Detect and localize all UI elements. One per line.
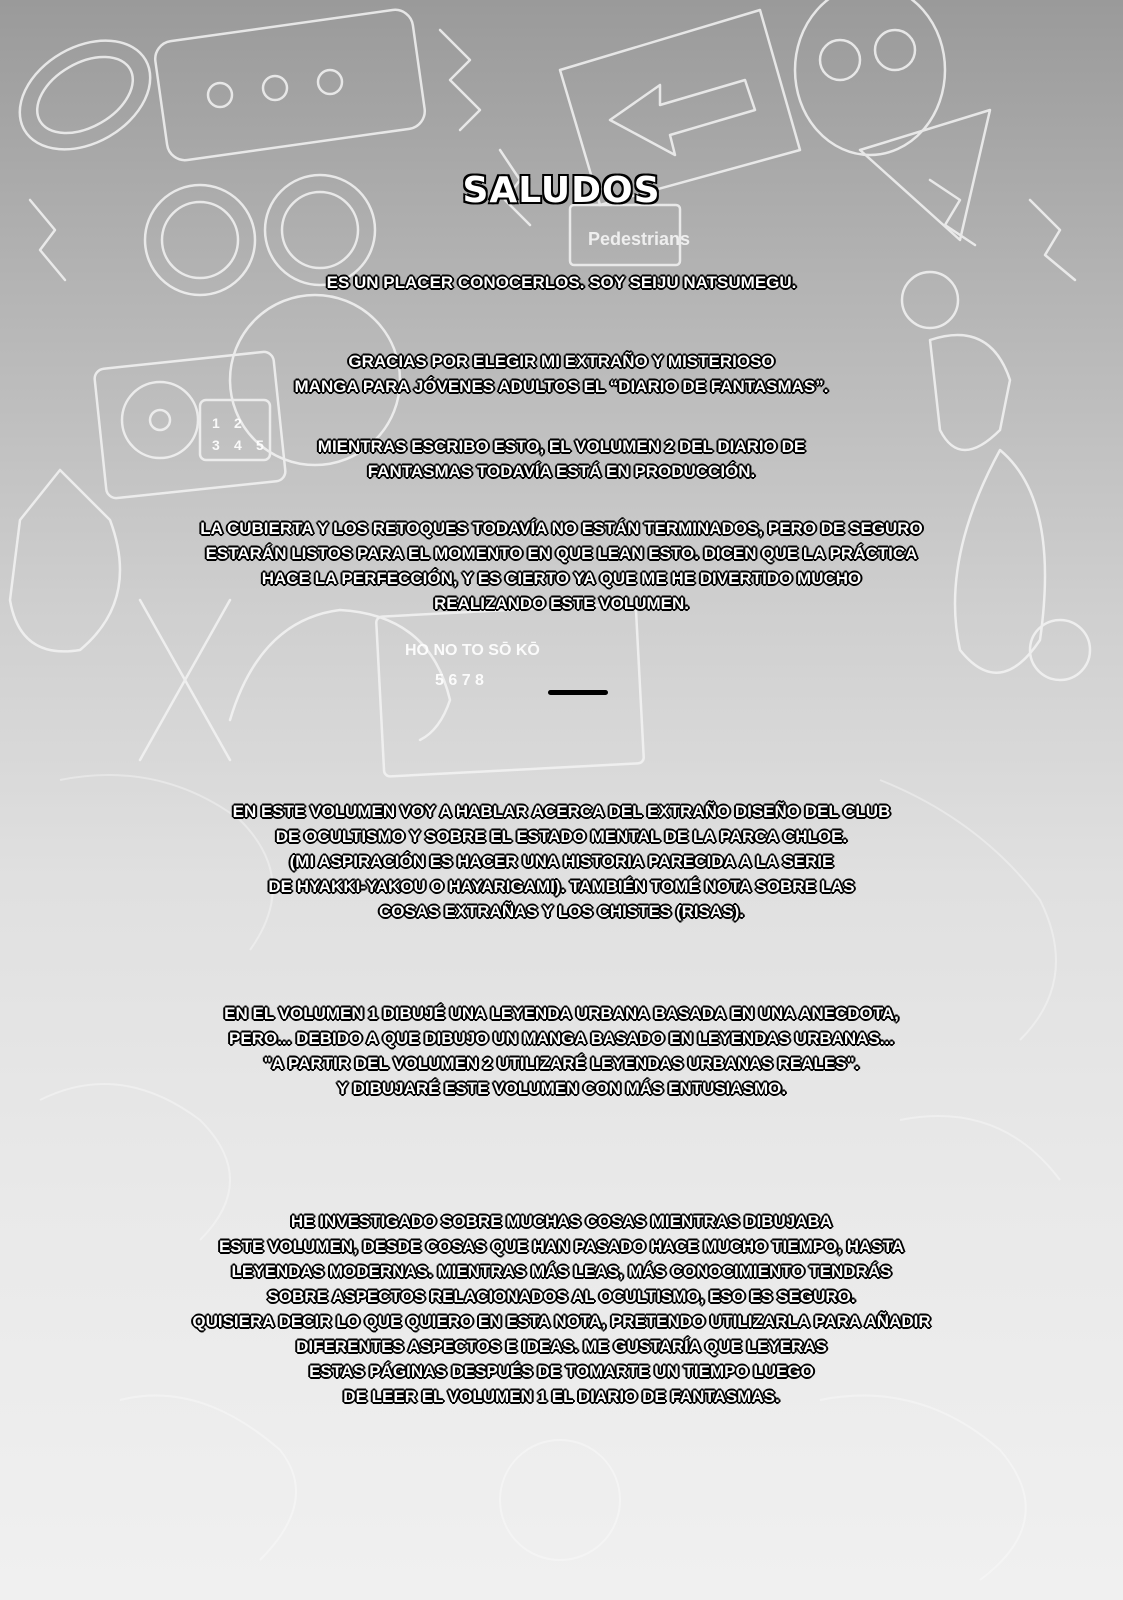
urban-legend-paragraph: EN EL VOLUMEN 1 DIBUJÉ UNA LEYENDA URBANA BASADA EN UNA ANECDOTA, PERO... DEBIDO A QUE DIBUJO UN MANGA BASADO EN LEYENDAS URBANAS... "A PARTIR DEL VOLUMEN 2 UTILIZARÉ LEYENDAS URBANAS REALES". Y DIBUJARÉ ESTE VOLUMEN CON MÁS ENTUSIASMO. [224, 1004, 899, 1098]
cover-paragraph: LA CUBIERTA Y LOS RETOQUES TODAVÍA NO ESTÁN TERMINADOS, PERO DE SEGURO ESTARÁN LISTOS PARA EL MOMENTO EN QUE LEAN ESTO. DICEN QUE LA PRÁCTICA HACE LA PERFECCIÓN, Y ES CIERTO YA QUE ME HE DIVERTIDO MUCHO REALIZANDO ESTE VOLUMEN. [200, 519, 923, 613]
daruma-icon [795, 0, 945, 155]
pedestrian-sign-icon [570, 205, 680, 265]
volume-topics-paragraph: EN ESTE VOLUMEN VOY A HABLAR ACERCA DEL EXTRAÑO DISEÑO DEL CLUB DE OCULTISMO Y SOBRE EL ESTADO MENTAL DE LA PARCA CHLOE. (MI ASPIRACIÓN ES HACER UNA HISTORIA PARECIDA A LA SERIE DE HYAKKI-YAKOU O HAYARIGAMI). TAMBIÉN TOMÉ NOTA SOBRE LAS COSAS EXTRAÑAS Y LOS CHISTES (RISAS). [232, 802, 891, 921]
production-paragraph: MIENTRAS ESCRIBO ESTO, EL VOLUMEN 2 DEL DIARIO DE FANTASMAS TODAVÍA ESTÁ EN PRODUCCIÓN. [317, 437, 806, 481]
keypad-key-3: 3 [212, 437, 220, 453]
board-text: HO NO TO SŌ KŌ [405, 642, 540, 659]
keypad-key-2: 2 [234, 415, 242, 431]
keypad-key-1: 1 [212, 415, 220, 431]
keypad-key-5: 5 [256, 437, 264, 453]
ghost-head-icon [230, 610, 450, 740]
intro-paragraph: ES UN PLACER CONOCERLOS. SOY SEIJU NATSUMEGU. [326, 273, 797, 292]
research-paragraph: HE INVESTIGADO SOBRE MUCHAS COSAS MIENTRAS DIBUJABA ESTE VOLUMEN, DESDE COSAS QUE HAN PASADO HACE MUCHO TIEMPO, HASTA LEYENDAS MODERNAS. MIENTRAS MÁS LEAS, MÁS CONOCIMIENTO TENDRÁS SOBRE ASPECTOS RELACIONADOS AL OCULTISMO, ESO ES SEGURO. QUISIERA DECIR LO QUE QUIERO EN ESTA NOTA, PRETENDO UTILIZARLA PARA AÑADIR DIFERENTES ASPECTOS E IDEAS. ME GUSTARÍA QUE LEYERAS ESTAS PÁGINAS DESPUÉS DE TOMARTE UN TIEMPO LUEGO DE LEER EL VOLUMEN 1 EL DIARIO DE FANTASMAS. [192, 1212, 931, 1406]
halo-ring-inner [24, 41, 146, 148]
page-title: SALUDOS [462, 170, 661, 211]
studded-box-icon [153, 7, 427, 162]
keypad-key-4: 4 [234, 437, 242, 453]
sign-label: Pedestrians [588, 229, 691, 249]
section-divider [548, 690, 608, 695]
board-numbers: 5 6 7 8 [435, 672, 484, 689]
thanks-paragraph: GRACIAS POR ELEGIR MI EXTRAÑO Y MISTERIOSO MANGA PARA JÓVENES ADULTOS EL “DIARIO DE FANTASMAS”. [294, 352, 829, 396]
halo-ring-icon [0, 18, 169, 171]
